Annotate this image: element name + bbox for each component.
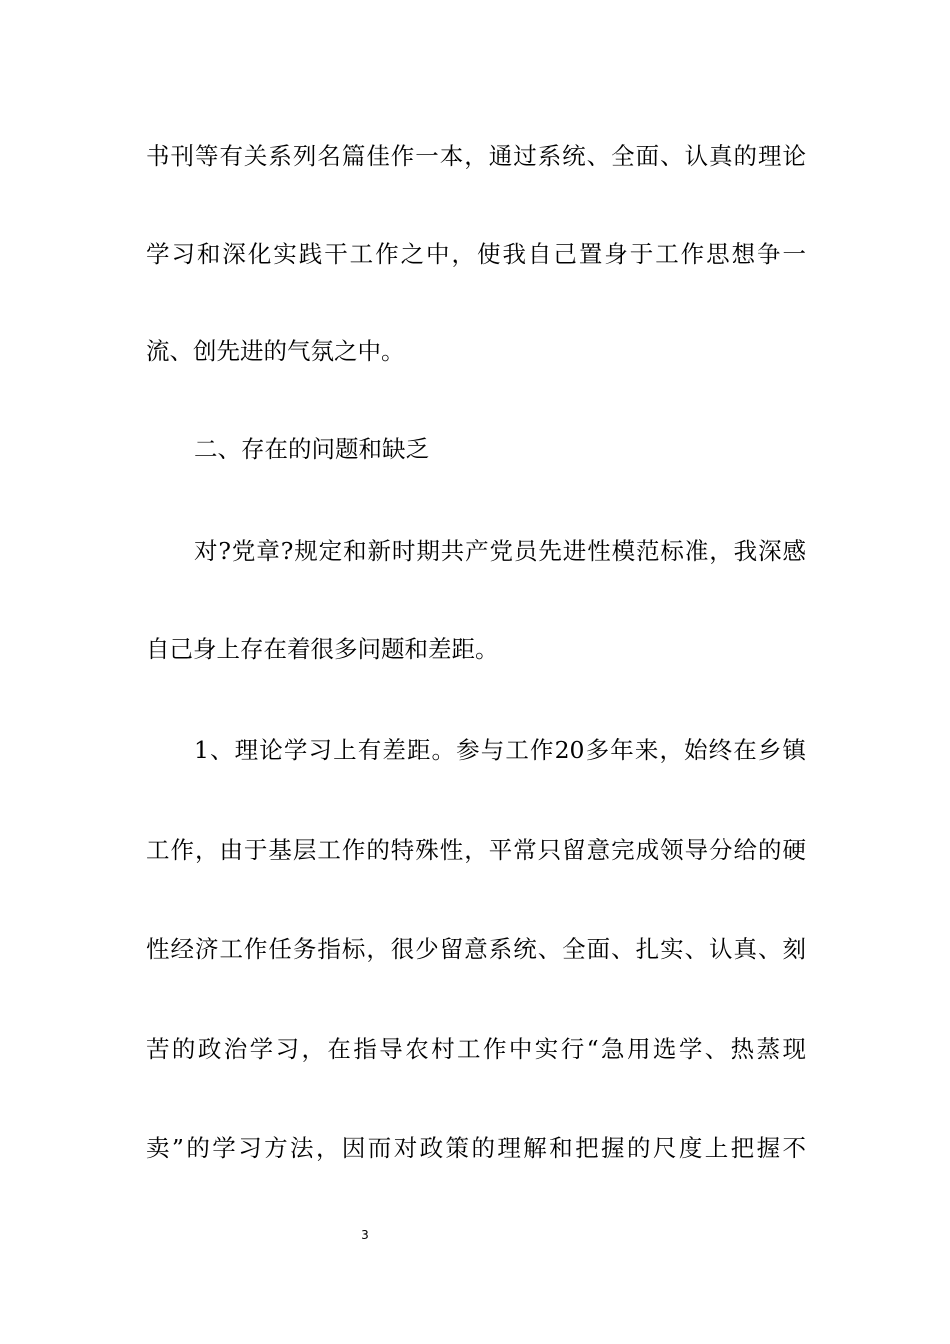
text-line: 卖”的学习方法，因而对政策的理解和把握的尺度上把握不 bbox=[146, 1134, 806, 1162]
text-line: 工作，由于基层工作的特殊性，平常只留意完成领导分给的硬 bbox=[146, 836, 806, 864]
section-heading: 二、存在的问题和缺乏 bbox=[194, 435, 429, 463]
text-line: 自己身上存在着很多问题和差距。 bbox=[146, 635, 499, 663]
text-line: 对?党章?规定和新时期共产党员先进性模范标准，我深感 bbox=[194, 537, 806, 565]
text-line: 书刊等有关系列名篇佳作一本，通过系统、全面、认真的理论 bbox=[146, 142, 806, 170]
text-line: 学习和深化实践干工作之中，使我自己置身于工作思想争一 bbox=[146, 240, 806, 268]
page-number: 3 bbox=[361, 1228, 369, 1242]
text-line: 1、理论学习上有差距。参与工作20多年来，始终在乡镇 bbox=[194, 736, 806, 764]
text-line: 苦的政治学习，在指导农村工作中实行“急用选学、热蒸现 bbox=[146, 1035, 806, 1063]
text-line: 流、创先进的气氛之中。 bbox=[146, 337, 405, 365]
text-line: 性经济工作任务指标，很少留意系统、全面、扎实、认真、刻 bbox=[146, 935, 806, 963]
